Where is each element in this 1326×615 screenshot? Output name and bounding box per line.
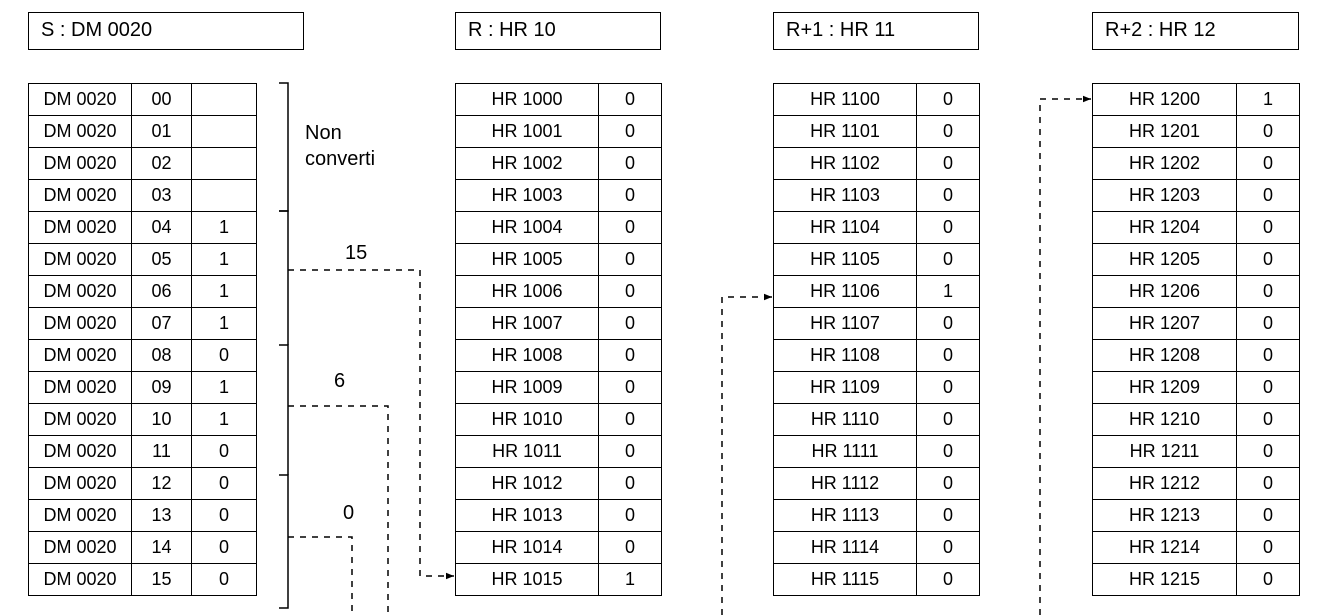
result-bit-cell: HR 1006 [456,276,599,308]
result-value-cell: 0 [599,244,662,276]
result-bit-cell: HR 1212 [1093,468,1237,500]
source-value-cell: 1 [192,212,257,244]
digit-label-0: 0 [343,502,355,524]
source-word-cell: DM 0020 [29,116,132,148]
source-bit-cell: 04 [132,212,192,244]
non-converted-label-line2: converti [305,148,376,170]
bracket-digit-6 [279,345,288,475]
result-bit-cell: HR 1009 [456,372,599,404]
result-value-cell: 0 [599,404,662,436]
result-bit-cell: HR 1206 [1093,276,1237,308]
result-bit-cell: HR 1107 [774,308,917,340]
result-value-cell: 1 [917,276,980,308]
result-value-cell: 0 [1237,308,1300,340]
result-bit-cell: HR 1209 [1093,372,1237,404]
result-value-cell: 0 [917,148,980,180]
result-value-cell: 0 [1237,372,1300,404]
result-word-r-header: R : HR 10 [455,12,661,50]
source-word-cell: DM 0020 [29,148,132,180]
result-value-cell: 0 [917,308,980,340]
result-bit-cell: HR 1003 [456,180,599,212]
result-value-cell: 0 [917,116,980,148]
result-bit-cell: HR 1004 [456,212,599,244]
result-value-cell: 1 [599,564,662,596]
result-value-cell: 0 [1237,244,1300,276]
result-value-cell: 0 [599,116,662,148]
connector-digit-6 [288,406,388,615]
result-value-cell: 0 [599,276,662,308]
source-word-cell: DM 0020 [29,436,132,468]
result-bit-cell: HR 1108 [774,340,917,372]
source-value-cell: 0 [192,500,257,532]
result-bit-cell: HR 1001 [456,116,599,148]
source-bit-cell: 14 [132,532,192,564]
connector-digit-15 [288,270,452,576]
result-word-r1-header: R+1 : HR 11 [773,12,979,50]
non-converted-label-line1: Non [305,122,342,144]
source-value-cell: 1 [192,372,257,404]
source-bit-cell: 12 [132,468,192,500]
result-value-cell: 0 [1237,468,1300,500]
source-bit-cell: 02 [132,148,192,180]
result-value-cell: 0 [1237,564,1300,596]
result-bit-cell: HR 1000 [456,84,599,116]
result-bit-cell: HR 1110 [774,404,917,436]
source-word-header: S : DM 0020 [28,12,304,50]
source-word-cell: DM 0020 [29,340,132,372]
result-bit-cell: HR 1104 [774,212,917,244]
result-bit-cell: HR 1113 [774,500,917,532]
result-value-cell: 0 [917,180,980,212]
result-bit-cell: HR 1014 [456,532,599,564]
result-bit-cell: HR 1204 [1093,212,1237,244]
source-word-cell: DM 0020 [29,244,132,276]
result-bit-cell: HR 1105 [774,244,917,276]
result-value-cell: 0 [599,148,662,180]
source-bit-cell: 15 [132,564,192,596]
source-word-cell: DM 0020 [29,212,132,244]
digit-label-15: 15 [345,242,368,264]
source-word-cell: DM 0020 [29,500,132,532]
result-value-cell: 0 [1237,436,1300,468]
result-value-cell: 0 [1237,340,1300,372]
result-value-cell: 0 [917,500,980,532]
result-bit-cell: HR 1015 [456,564,599,596]
source-value-cell: 0 [192,564,257,596]
source-value-cell: 1 [192,276,257,308]
result-bit-cell: HR 1205 [1093,244,1237,276]
result-bit-cell: HR 1007 [456,308,599,340]
result-bit-cell: HR 1106 [774,276,917,308]
source-bit-cell: 00 [132,84,192,116]
result-bit-cell: HR 1100 [774,84,917,116]
source-value-cell: 1 [192,244,257,276]
result-value-cell: 0 [1237,148,1300,180]
result-bit-cell: HR 1010 [456,404,599,436]
result-bit-cell: HR 1215 [1093,564,1237,596]
result-bit-cell: HR 1208 [1093,340,1237,372]
result-value-cell: 0 [599,372,662,404]
source-word-cell: DM 0020 [29,532,132,564]
result-word-r2-header: R+2 : HR 12 [1092,12,1299,50]
result-bit-cell: HR 1201 [1093,116,1237,148]
source-word-cell: DM 0020 [29,84,132,116]
source-bit-cell: 05 [132,244,192,276]
source-value-cell: 0 [192,468,257,500]
source-bit-cell: 01 [132,116,192,148]
group-brackets [279,83,288,608]
source-bit-cell: 08 [132,340,192,372]
result-bit-cell: HR 1103 [774,180,917,212]
connector-to-r1 [722,297,770,615]
source-value-cell: 0 [192,436,257,468]
source-word-cell: DM 0020 [29,276,132,308]
result-bit-cell: HR 1202 [1093,148,1237,180]
source-word-cell: DM 0020 [29,372,132,404]
bracket-digit-0 [279,475,288,608]
result-value-cell: 0 [1237,212,1300,244]
result-bit-cell: HR 1115 [774,564,917,596]
result-bit-cell: HR 1211 [1093,436,1237,468]
result-bit-cell: HR 1002 [456,148,599,180]
result-value-cell: 0 [1237,532,1300,564]
result-value-cell: 0 [917,212,980,244]
result-value-cell: 0 [917,436,980,468]
result-value-cell: 0 [599,84,662,116]
source-word-cell: DM 0020 [29,468,132,500]
result-bit-cell: HR 1102 [774,148,917,180]
result-value-cell: 0 [599,500,662,532]
dashed-connectors [288,99,1089,615]
result-value-cell: 0 [599,436,662,468]
connector-to-r2 [1040,99,1089,615]
result-value-cell: 0 [1237,116,1300,148]
result-value-cell: 0 [917,84,980,116]
source-bit-cell: 06 [132,276,192,308]
result-bit-cell: HR 1203 [1093,180,1237,212]
result-bit-cell: HR 1213 [1093,500,1237,532]
result-bit-cell: HR 1008 [456,340,599,372]
result-value-cell: 0 [917,404,980,436]
source-word-cell: DM 0020 [29,308,132,340]
result-bit-cell: HR 1111 [774,436,917,468]
result-bit-cell: HR 1109 [774,372,917,404]
source-bit-cell: 03 [132,180,192,212]
result-value-cell: 0 [917,468,980,500]
result-value-cell: 0 [599,212,662,244]
result-bit-cell: HR 1210 [1093,404,1237,436]
result-value-cell: 0 [1237,180,1300,212]
source-value-cell: 1 [192,308,257,340]
result-bit-cell: HR 1112 [774,468,917,500]
source-word-cell: DM 0020 [29,564,132,596]
bracket-digit-15 [279,211,288,345]
bracket-non-converted [279,83,288,211]
result-value-cell: 1 [1237,84,1300,116]
result-bit-cell: HR 1012 [456,468,599,500]
result-value-cell: 0 [599,532,662,564]
source-value-cell: 0 [192,532,257,564]
result-value-cell: 0 [917,372,980,404]
result-bit-cell: HR 1214 [1093,532,1237,564]
result-bit-cell: HR 1005 [456,244,599,276]
source-word-cell: DM 0020 [29,404,132,436]
source-word-cell: DM 0020 [29,180,132,212]
result-value-cell: 0 [599,180,662,212]
source-bit-cell: 09 [132,372,192,404]
result-bit-cell: HR 1207 [1093,308,1237,340]
result-value-cell: 0 [599,468,662,500]
source-bit-cell: 07 [132,308,192,340]
connector-digit-0 [288,537,352,615]
digit-label-6: 6 [334,370,346,392]
source-value-cell: 0 [192,340,257,372]
result-value-cell: 0 [1237,276,1300,308]
result-value-cell: 0 [1237,500,1300,532]
result-bit-cell: HR 1101 [774,116,917,148]
result-bit-cell: HR 1013 [456,500,599,532]
result-value-cell: 0 [917,244,980,276]
source-bit-cell: 11 [132,436,192,468]
source-value-cell: 1 [192,404,257,436]
result-bit-cell: HR 1114 [774,532,917,564]
result-bit-cell: HR 1011 [456,436,599,468]
result-value-cell: 0 [917,340,980,372]
result-value-cell: 0 [599,340,662,372]
result-bit-cell: HR 1200 [1093,84,1237,116]
source-bit-cell: 13 [132,500,192,532]
source-bit-cell: 10 [132,404,192,436]
result-value-cell: 0 [917,564,980,596]
result-value-cell: 0 [599,308,662,340]
result-value-cell: 0 [1237,404,1300,436]
result-value-cell: 0 [917,532,980,564]
